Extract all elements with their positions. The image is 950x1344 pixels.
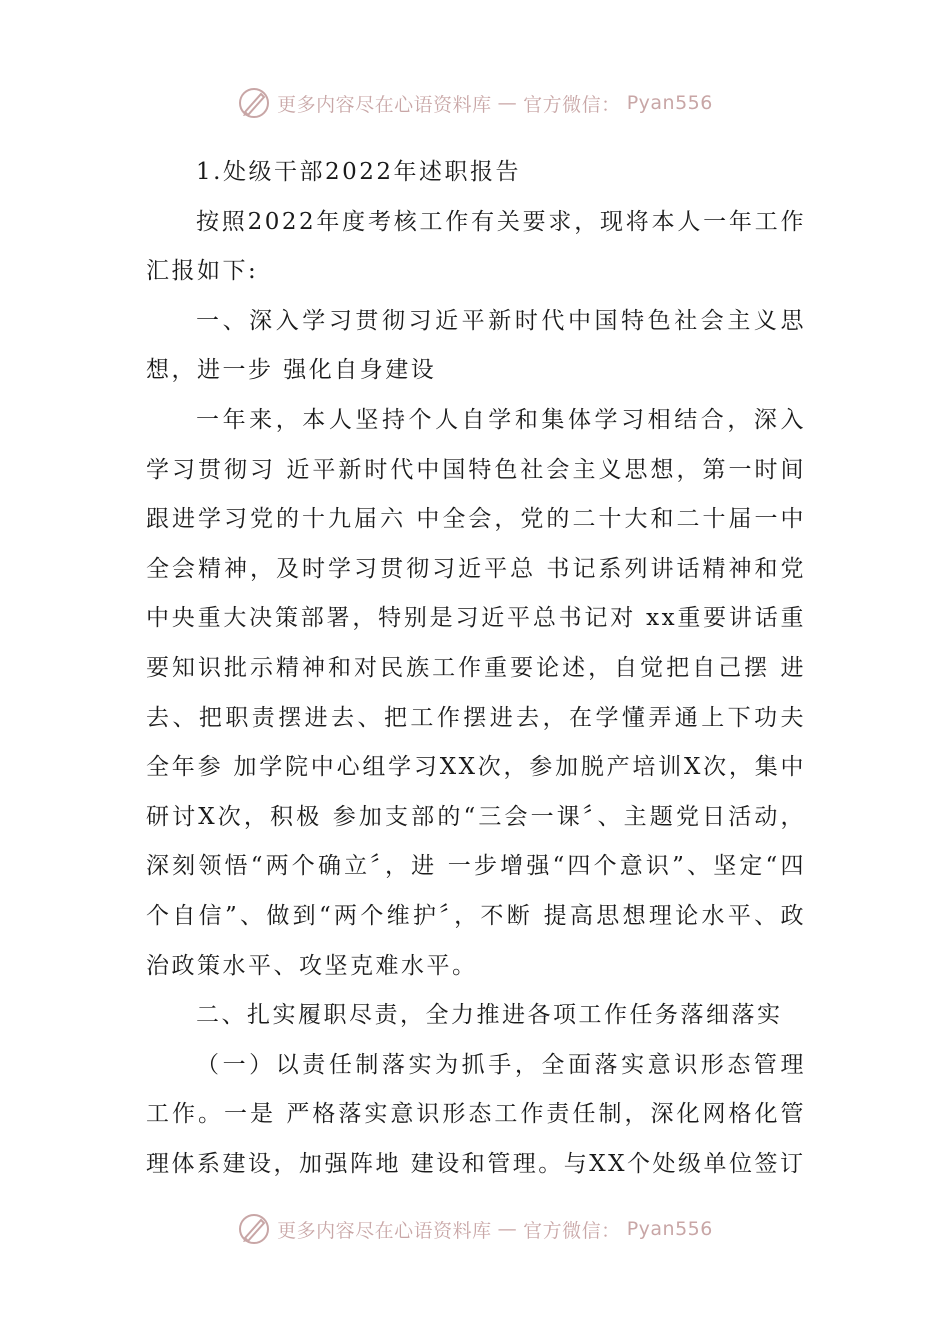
watermark-text: 更多内容尽在心语资料库	[277, 93, 492, 116]
watermark-separator: —	[497, 92, 518, 114]
watermark-header	[0, 86, 950, 120]
watermark-text: 更多内容尽在心语资料库	[277, 1219, 492, 1242]
watermark-contact: 官方微信：	[523, 1219, 621, 1242]
paragraph-ideology: （一）以责任制落实为抓手，全面落实意识形态管理工作。一是 严格落实意识形态工作责任制，深化网格化管理体系建设，加强阵地 建设和管理。与XX个处级单位签订	[146, 1051, 806, 1177]
pen-logo-icon	[237, 1212, 271, 1246]
watermark-separator: —	[497, 1218, 518, 1240]
watermark-footer	[0, 1212, 950, 1246]
document-title: 1.处级干部2022年述职报告	[196, 159, 521, 185]
watermark-contact: 官方微信：	[523, 93, 621, 116]
paragraph-study: 一年来，本人坚持个人自学和集体学习相结合，深入学习贯彻习 近平新时代中国特色社会主义思想，第一时间跟进学习党的十九届六 中全会，党的二十大和二十届一中全会精神，及时学习贯彻习近平总 书记系列讲话精神和党中央重大决策部署，特别是习近平总书记对 xx重要讲话重要知识批示精神和对民族工作重要论述，自觉把自己摆 进去、把职责摆进去、把工作摆进去，在学懂弄通上下功夫全年参 加学院中心组学习XX次，参加脱产培训X次，集中研讨X次，积极 参加支部的“三会一课〞、主题党日活动，深刻领悟“两个确立〞，进 一步增强“四个意识”、坚定“四个自信”、做到“两个维护〞，不断 提高思想理论水平、政治政策水平、攻坚克难水平。	[146, 406, 806, 979]
watermark-handle: Pyan556	[626, 92, 713, 114]
section-heading-one: 一、深入学习贯彻习近平新时代中国特色社会主义思想，进一步 强化自身建设	[146, 307, 806, 384]
document-body	[146, 148, 806, 1189]
paragraph-intro: 按照2022年度考核工作有关要求，现将本人一年工作汇报如下:	[146, 208, 806, 285]
pen-logo-icon	[237, 86, 271, 120]
section-heading-two: 二、扎实履职尽责，全力推进各项工作任务落细落实	[196, 1002, 783, 1029]
watermark-handle: Pyan556	[626, 1218, 713, 1240]
